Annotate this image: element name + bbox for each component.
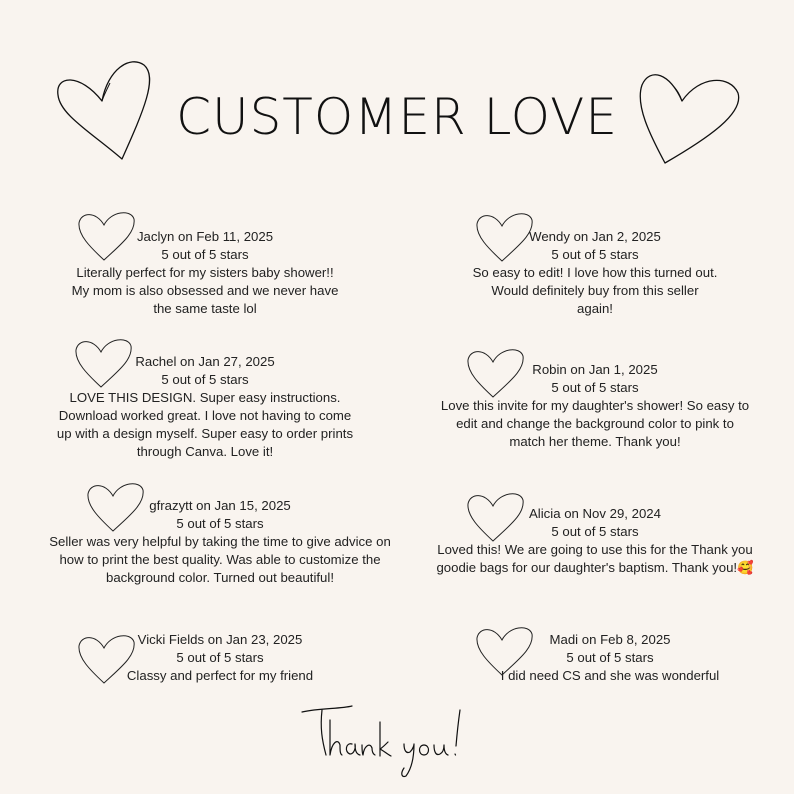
- review-text: background color. Turned out beautiful!: [105, 570, 334, 585]
- review-robin: [440, 361, 750, 451]
- review-author: Jaclyn on Feb 11, 2025: [136, 229, 274, 244]
- review-rating: 5 out of 5 stars: [551, 247, 639, 262]
- review-author: Alicia on Nov 29, 2024: [529, 506, 661, 521]
- review-text: My mom is also obsessed and we never have: [71, 283, 339, 298]
- review-text: the same taste lol: [153, 301, 257, 316]
- review-vicki: [100, 631, 340, 685]
- review-jaclyn: [60, 228, 350, 318]
- review-text: Would definitely buy from this seller: [491, 283, 699, 298]
- review-author: Vicki Fields on Jan 23, 2025: [137, 632, 303, 647]
- review-rachel: [50, 353, 360, 461]
- review-text: Love this invite for my daughter's shower! So easy to: [440, 398, 750, 413]
- review-alicia: [435, 505, 755, 577]
- review-rating: 5 out of 5 stars: [161, 247, 249, 262]
- review-text: Literally perfect for my sisters baby shower!!: [76, 265, 334, 280]
- review-rating: 5 out of 5 stars: [161, 372, 249, 387]
- review-text: match her theme. Thank you!: [509, 434, 681, 449]
- review-text: LOVE THIS DESIGN. Super easy instructions.: [69, 390, 341, 405]
- review-text: Classy and perfect for my friend: [126, 668, 314, 683]
- review-author: Madi on Feb 8, 2025: [549, 632, 671, 647]
- review-text: Seller was very helpful by taking the time to give advice on: [49, 534, 391, 549]
- heart-icon-left: [52, 55, 162, 165]
- review-text: edit and change the background color to pink to: [456, 416, 734, 431]
- review-rating: 5 out of 5 stars: [551, 380, 639, 395]
- review-text: through Canva. Love it!: [136, 444, 274, 459]
- review-text: I did need CS and she was wonderful: [500, 668, 720, 683]
- review-rating: 5 out of 5 stars: [176, 516, 264, 531]
- review-author: Robin on Jan 1, 2025: [532, 362, 658, 377]
- review-text: up with a design myself. Super easy to order prints: [56, 426, 354, 441]
- review-author: gfrazytt on Jan 15, 2025: [149, 498, 291, 513]
- review-wendy: [445, 228, 745, 318]
- page-title: CUSTOMER LOVE: [176, 88, 618, 146]
- review-rating: 5 out of 5 stars: [566, 650, 654, 665]
- thank-you-signature: [300, 700, 470, 780]
- review-rating: 5 out of 5 stars: [176, 650, 264, 665]
- review-text: Loved this! We are going to use this for the Thank you: [437, 542, 753, 557]
- review-text: goodie bags for our daughter's baptism. Thank you!🥰: [436, 560, 754, 575]
- review-author: Wendy on Jan 2, 2025: [529, 229, 661, 244]
- review-madi: [490, 631, 730, 685]
- review-text: how to print the best quality. Was able to customize the: [59, 552, 381, 567]
- review-gfrazytt: [45, 497, 395, 587]
- review-text: Download worked great. I love not having to come: [58, 408, 352, 423]
- heart-icon-right: [630, 65, 745, 170]
- review-rating: 5 out of 5 stars: [551, 524, 639, 539]
- review-text: again!: [577, 301, 613, 316]
- review-author: Rachel on Jan 27, 2025: [135, 354, 275, 369]
- review-text: So easy to edit! I love how this turned out.: [472, 265, 718, 280]
